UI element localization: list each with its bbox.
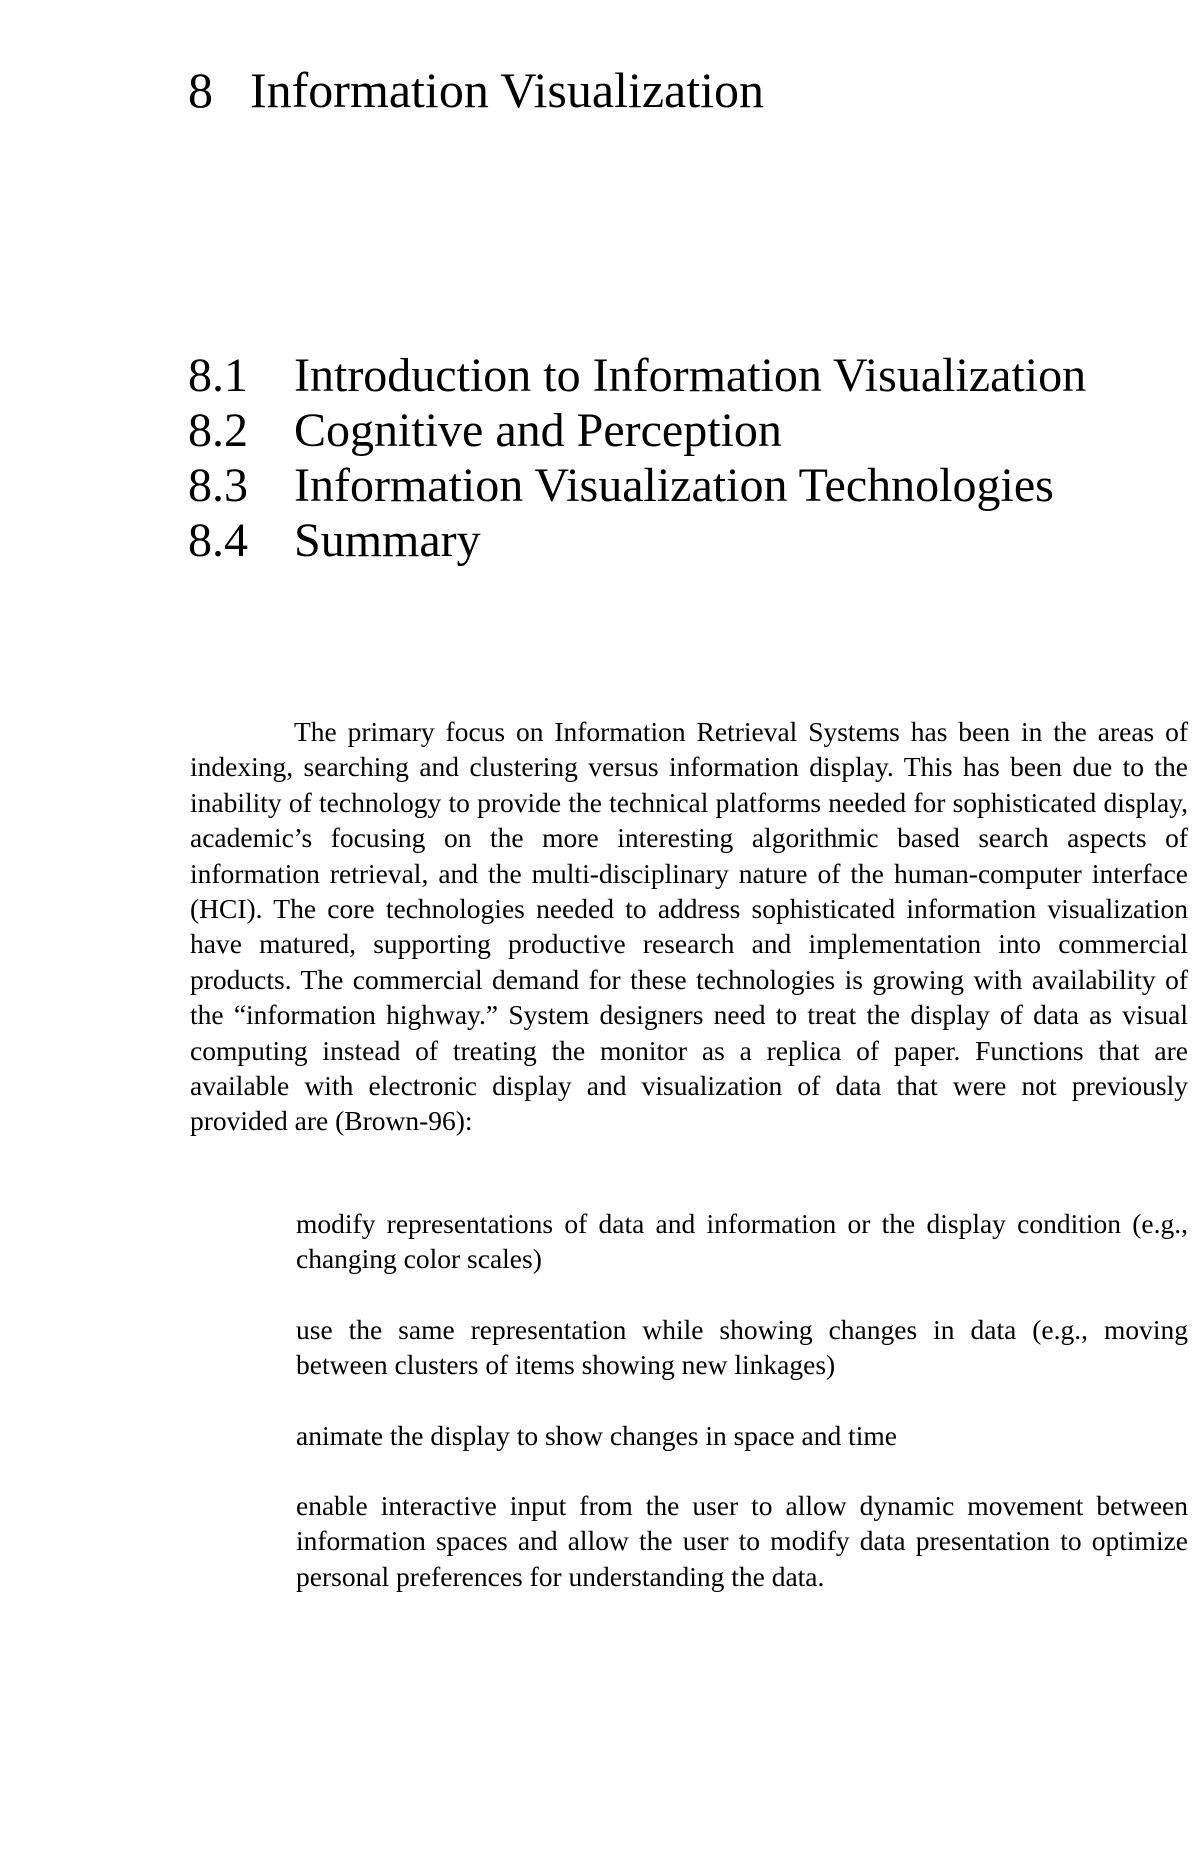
section-item [188,458,1086,513]
function-item: use the same representation while showing changes in data (e.g., moving between clusters of items showing new linkages) [296,1313,1188,1381]
intro-paragraph [190,714,1188,1139]
chapter-title [188,60,764,120]
section-number: 8.1 [188,349,248,402]
function-list [296,1206,1188,1629]
section-number: 8.4 [188,514,248,567]
section-item [188,403,1086,458]
chapter-number: 8 [188,62,213,118]
section-number: 8.2 [188,404,248,457]
section-title: Information Visualization Technologies [294,459,1054,512]
chapter-title-text: Information Visualization [250,62,765,118]
section-item [188,348,1086,403]
function-item: enable interactive input from the user to allow dynamic movement between information spaces and allow the user to modify data presentation to optimize personal preferences for understanding the data. [296,1490,1188,1592]
section-title: Introduction to Information Visualization [294,349,1087,402]
intro-paragraph-text: The primary focus on Information Retrieval Systems has been in the areas of indexing, searching and clustering versus information display. This has been due to the inability of technology to provide the technical platforms needed for sophisticated display, academic’s focusing on the more interesting algorithmic based search aspects of information retrieval, and the multi-disciplinary nature of the human-computer interface (HCI). The core technologies needed to address sophisticated information visualization have matured, supporting productive research and implementation into commercial products. The commercial demand for these technologies is growing with availability of the “information highway.” System designers need to treat the display of data as visual computing instead of treating the monitor as a replica of paper. Functions that are available with electronic display and visualization of data that were not previously provided are (Brown-96): [190,716,1188,1137]
section-list [188,348,1086,568]
function-item: modify representations of data and information or the display condition (e.g., changing color scales) [296,1208,1188,1275]
section-title: Cognitive and Perception [294,404,782,457]
function-item: animate the display to show changes in space and time [296,1419,898,1451]
section-item [188,513,1086,568]
section-title: Summary [294,514,481,567]
section-number: 8.3 [188,459,248,512]
